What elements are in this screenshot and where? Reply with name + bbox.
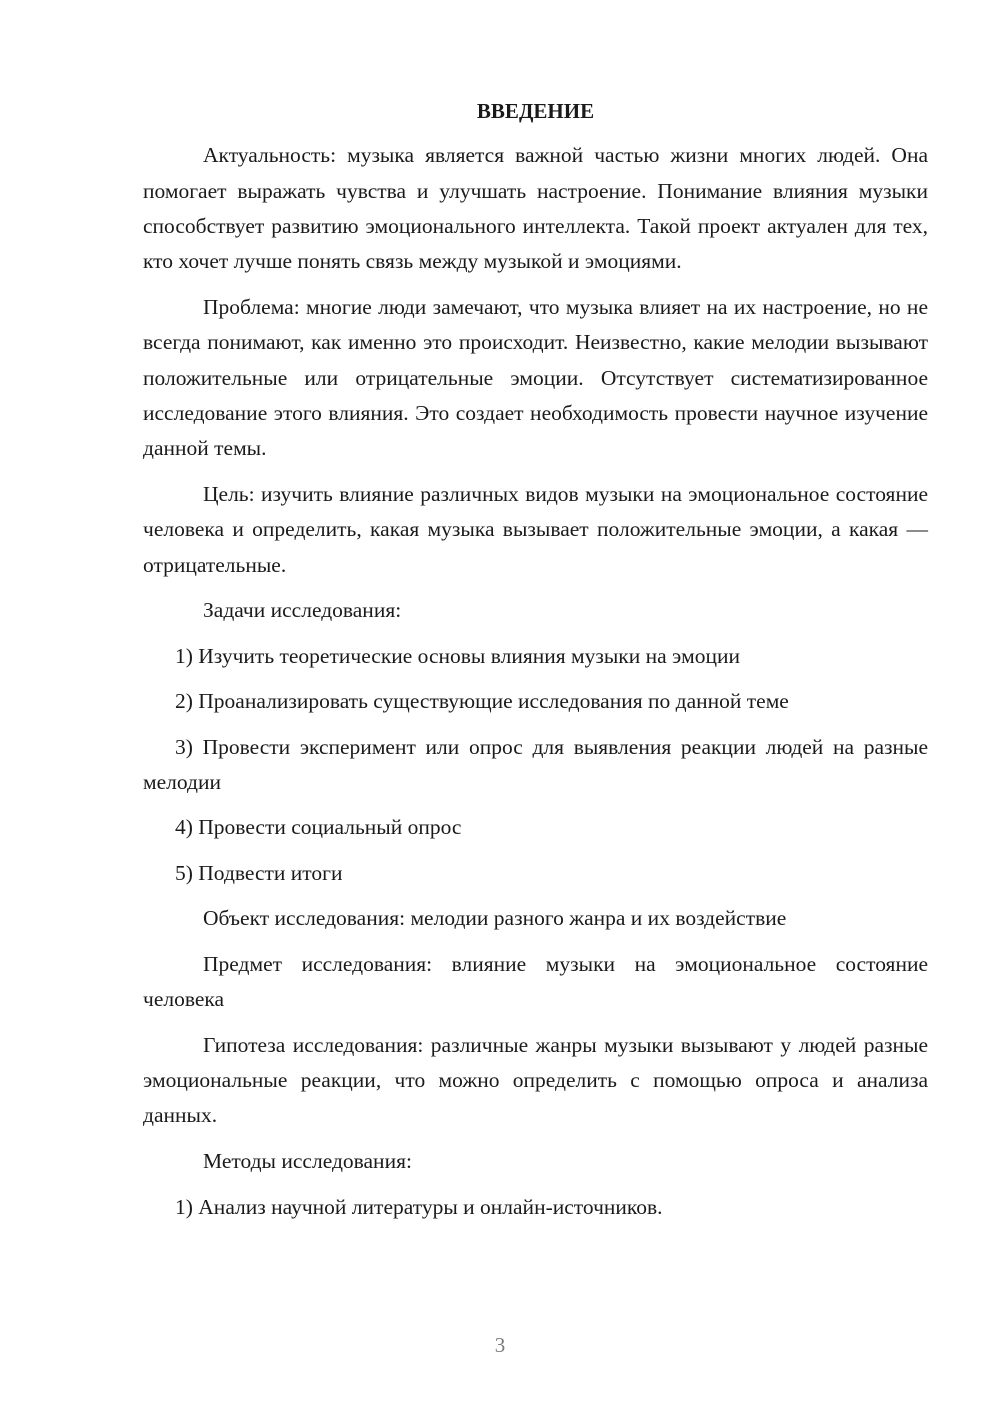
page-number: 3 — [494, 1333, 506, 1357]
methods-heading: Методы исследования: — [203, 1149, 412, 1174]
task-item-1: 1) Изучить теоретические основы влияния музыки на эмоции — [175, 644, 740, 669]
section-title: ВВЕДЕНИЕ — [476, 99, 595, 123]
task-item-3: 3) Провести эксперимент или опрос для выявления реакции людей на разные мелодии — [143, 734, 928, 795]
object-paragraph: Объект исследования: мелодии разного жанра и их воздействие — [203, 905, 787, 930]
document-page — [143, 94, 928, 1235]
task-item-2: 2) Проанализировать существующие исследования по данной теме — [175, 689, 789, 714]
hypothesis-paragraph: Гипотеза исследования: различные жанры музыки вызывают у людей разные эмоциональные реакции, что можно определить с помощью опроса и анализа данных. — [143, 1032, 928, 1128]
subject-paragraph: Предмет исследования: влияние музыки на эмоциональное состояние человека — [143, 951, 928, 1012]
task-item-5: 5) Подвести итоги — [175, 860, 343, 885]
goal-paragraph: Цель: изучить влияние различных видов музыки на эмоциональное состояние человека и определить, какая музыка вызывает положительные эмоции, а какая — отрицательные. — [143, 481, 928, 577]
relevance-paragraph: Актуальность: музыка является важной частью жизни многих людей. Она помогает выражать чувства и улучшать настроение. Понимание влияния музыки способствует развитию эмоционального интеллекта. Такой проект актуален для тех, кто хочет лучше понять связь между музыкой и эмоциями. — [143, 143, 928, 274]
method-item-1: 1) Анализ научной литературы и онлайн-источников. — [175, 1195, 663, 1220]
tasks-heading: Задачи исследования: — [203, 598, 402, 623]
problem-paragraph: Проблема: многие люди замечают, что музыка влияет на их настроение, но не всегда понимают, как именно это происходит. Неизвестно, какие мелодии вызывают положительные или отрицательные эмоции. Отсутствует систематизированное исследование этого влияния. Это создает необходимость провести научное изучение данной темы. — [143, 294, 928, 461]
task-item-4: 4) Провести социальный опрос — [175, 815, 462, 840]
